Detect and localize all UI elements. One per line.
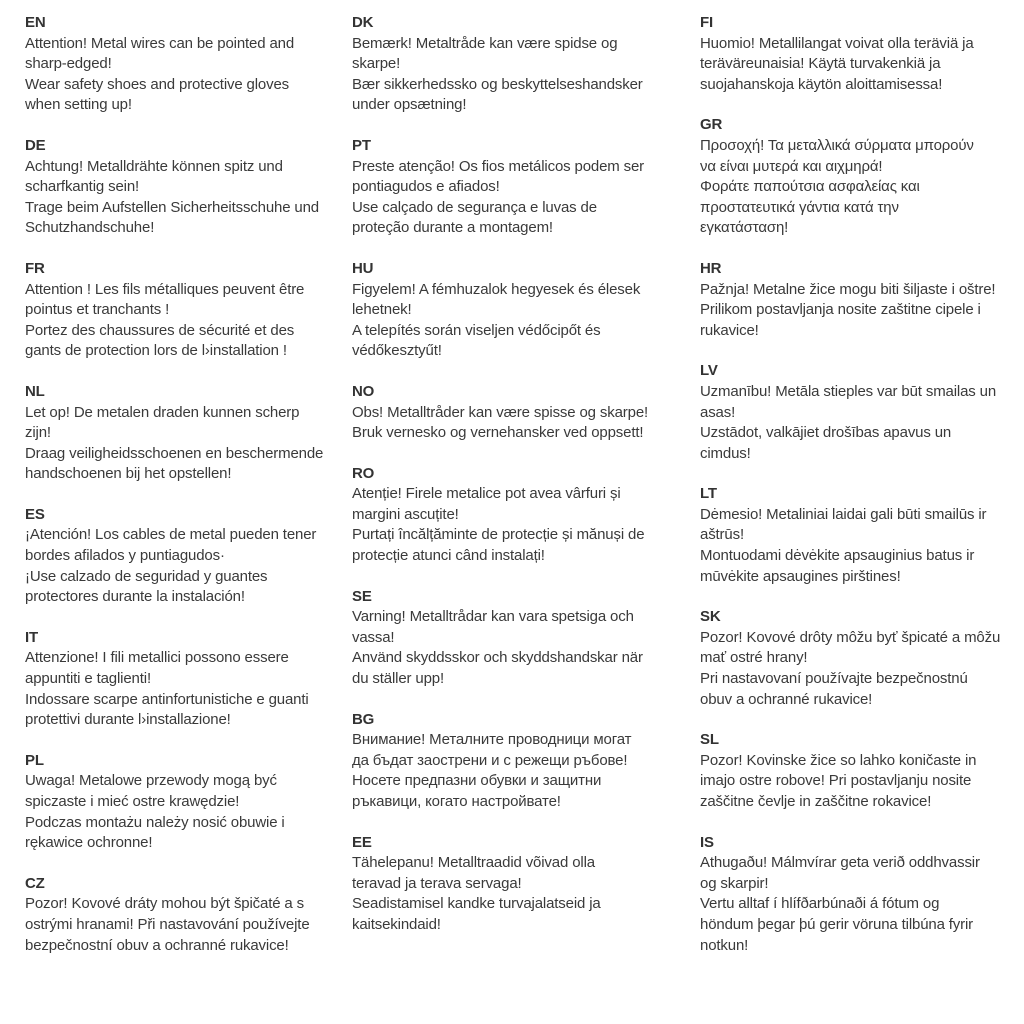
warning-text-line: handschoenen bij het opstellen! xyxy=(25,465,232,483)
warning-text-line: Pozor! Kovinske žice so lahko koničaste in xyxy=(700,751,977,769)
language-warning-section xyxy=(352,710,700,813)
warning-text-line: Bruk vernesko og vernehansker ved oppsett! xyxy=(352,424,644,442)
language-warning-section xyxy=(352,464,700,567)
language-warning-section xyxy=(25,628,352,731)
warning-text-line: zaščitne čevlje in zaščitne rokavice! xyxy=(700,793,932,810)
warning-text-line: notkun! xyxy=(700,936,749,954)
warning-text-line: ¡Atención! Los cables de metal pueden tener xyxy=(25,526,317,544)
warning-text-line: sharp-edged! xyxy=(25,55,112,73)
language-code-heading: EE xyxy=(352,833,372,851)
warning-text-line: og skarpir! xyxy=(700,874,769,892)
warning-text-line: Obs! Metalltråder kan være spisse og skarpe! xyxy=(352,403,649,421)
warning-text-line: Schutzhandschuhe! xyxy=(25,219,155,237)
warning-text-line: protectores durante la instalación! xyxy=(25,588,245,606)
warning-text-line: Draag veiligheidsschoenen en beschermende xyxy=(25,444,324,462)
language-warning-section xyxy=(25,382,352,485)
language-code-heading: DK xyxy=(352,14,374,31)
language-code-heading: CZ xyxy=(25,874,45,892)
language-code-heading: IS xyxy=(700,833,714,851)
warning-text-line: suojahanskoja käytön aloittamisessa! xyxy=(700,75,943,93)
warning-text-line: scharfkantig sein! xyxy=(25,178,140,196)
warning-text-line: ostrými hranami! Při nastavování používejte xyxy=(25,915,310,933)
warning-text-line: Atenție! Firele metalice pot avea vârfuri și xyxy=(352,485,621,503)
warning-text-line: höndum þegar þú gerir vöruna tilbúna fyrir xyxy=(700,915,974,933)
language-code-heading: FI xyxy=(700,14,714,31)
warning-text-line: προστατευτικά γάντια κατά την xyxy=(700,198,899,216)
warning-text-line: bordes afilados y puntiagudos· xyxy=(25,547,225,565)
warning-text-line: Pri nastavovaní používajte bezpečnostnú xyxy=(700,670,968,688)
warning-text-line: when setting up! xyxy=(25,96,132,114)
warning-text-line: Pozor! Kovové dráty mohou být špičaté a s xyxy=(25,895,304,913)
warning-text-line: spiczaste i mieć ostre krawędzie! xyxy=(25,793,240,810)
warning-text-line: rękawice ochronne! xyxy=(25,834,153,852)
language-warning-section xyxy=(25,505,352,608)
language-warning-section xyxy=(352,136,700,239)
warning-text-line: да бъдат заострени и с режещи ръбове! xyxy=(352,751,628,769)
warning-text-line: du ställer upp! xyxy=(352,670,444,688)
language-code-heading: RO xyxy=(352,464,375,482)
language-warning-section xyxy=(700,361,1021,464)
warning-text-line: Vertu alltaf í hlífðarbúnaði á fótum og xyxy=(700,895,940,913)
warning-text-line: Athugaðu! Málmvírar geta verið oddhvassir xyxy=(700,854,980,872)
warning-text-line: Uzmanību! Metāla stieples var būt smailas un xyxy=(700,382,997,400)
warning-text-line: skarpe! xyxy=(352,55,401,73)
language-warning-section xyxy=(25,874,352,956)
language-code-heading: LT xyxy=(700,485,717,503)
warning-text-line: aštrūs! xyxy=(700,526,744,544)
warning-text-line: Varning! Metalltrådar kan vara spetsiga och xyxy=(352,608,634,626)
warning-text-line: protettivi durante l›installazione! xyxy=(25,711,231,729)
language-warning-section xyxy=(25,136,352,239)
warning-text-line: under opsætning! xyxy=(352,96,467,114)
warning-text-line: rukavice! xyxy=(700,321,759,339)
warning-text-line: kaitsekindaid! xyxy=(352,915,441,933)
warning-text-line: Dėmesio! Metaliniai laidai gali būti smailūs ir xyxy=(700,505,987,523)
language-code-heading: SK xyxy=(700,608,721,626)
language-warning-section xyxy=(352,587,700,690)
language-warning-section xyxy=(352,382,700,444)
warning-text-line: ¡Use calzado de seguridad y guantes xyxy=(25,567,268,585)
warning-text-line: cimdus! xyxy=(700,444,751,462)
warning-text-line: Montuodami dėvėkite apsauginius batus ir xyxy=(700,547,975,565)
warning-text-line: ръкавици, когато настройвате! xyxy=(352,793,561,810)
language-code-heading: IT xyxy=(25,628,39,646)
warning-text-line: Figyelem! A fémhuzalok hegyesek és élesek xyxy=(352,280,641,298)
warning-text-line: Trage beim Aufstellen Sicherheitsschuhe und xyxy=(25,198,320,216)
warning-text-line: Φοράτε παπούτσια ασφαλείας και xyxy=(700,178,920,196)
language-warning-section xyxy=(25,751,352,854)
warning-text-line: Tähelepanu! Metalltraadid võivad olla xyxy=(352,854,595,872)
warning-text-line: lehetnek! xyxy=(352,301,412,319)
warning-text-line: gants de protection lors de l›installation ! xyxy=(25,342,287,360)
warning-text-line: appuntiti e taglienti! xyxy=(25,670,151,688)
warning-text-line: mať ostré hrany! xyxy=(700,649,808,667)
warning-column-left xyxy=(25,13,352,976)
warning-text-line: teravad ja terava servaga! xyxy=(352,874,522,892)
warning-text-line: Podczas montażu należy nosić obuwie i xyxy=(25,813,285,831)
language-warning-section xyxy=(700,259,1021,341)
language-code-heading: NO xyxy=(352,382,375,400)
warning-text-line: Indossare scarpe antinfortunistiche e guanti xyxy=(25,690,309,708)
warning-text-line: Attention! Metal wires can be pointed and xyxy=(25,34,295,52)
warning-text-line: Portez des chaussures de sécurité et des xyxy=(25,321,295,339)
warning-text-line: Uzstādot, valkājiet drošības apavus un xyxy=(700,424,952,442)
warning-text-line: teräväreunaisia! Käytä turvakenkiä ja xyxy=(700,55,941,73)
language-warning-section xyxy=(700,833,1021,957)
language-warning-section xyxy=(352,259,700,362)
warning-text-line: pointus et tranchants ! xyxy=(25,301,170,319)
warning-text-line: Attention ! Les fils métalliques peuvent être xyxy=(25,280,305,298)
warning-text-line: vassa! xyxy=(352,628,395,646)
language-warning-section xyxy=(700,484,1021,587)
warning-text-line: margini ascuțite! xyxy=(352,505,459,523)
warning-text-line: Внимание! Металните проводници могат xyxy=(352,731,632,749)
warning-text-line: Uwaga! Metalowe przewody mogą być xyxy=(25,772,277,790)
language-code-heading: NL xyxy=(25,382,45,400)
language-code-heading: PT xyxy=(352,136,371,154)
warning-text-line: bezpečnostní obuv a ochranné rukavice! xyxy=(25,936,289,954)
warning-text-line: Use calçado de segurança e luvas de xyxy=(352,198,597,216)
warning-text-line: Bemærk! Metaltråde kan være spidse og xyxy=(352,34,618,52)
language-warning-section xyxy=(700,730,1021,812)
warning-text-line: Носете предпазни обувки и защитни xyxy=(352,772,602,790)
warning-text-line: Bær sikkerhedssko og beskyttelseshandsker xyxy=(352,75,643,93)
warning-column-middle xyxy=(352,13,700,976)
warning-text-line: Achtung! Metalldrähte können spitz und xyxy=(25,157,283,175)
warning-text-line: Purtați încălțăminte de protecție și mănuși de xyxy=(352,526,645,544)
language-warning-section xyxy=(700,13,1021,95)
warning-text-line: Προσοχή! Τα μεταλλικά σύρματα μπορούν xyxy=(700,136,974,154)
warning-text-line: Let op! De metalen draden kunnen scherp xyxy=(25,403,300,421)
language-warning-section xyxy=(352,13,700,116)
warning-text-line: A telepítés során viseljen védőcipőt és xyxy=(352,321,601,339)
language-warning-section xyxy=(25,13,352,116)
warning-text-line: Seadistamisel kandke turvajalatseid ja xyxy=(352,895,601,913)
language-code-heading: HU xyxy=(352,259,374,277)
language-code-heading: EN xyxy=(25,14,46,31)
language-code-heading: SE xyxy=(352,587,372,605)
language-code-heading: HR xyxy=(700,259,722,277)
warning-column-right xyxy=(700,13,1021,976)
language-warning-section xyxy=(352,833,700,936)
warning-text-line: Pozor! Kovové drôty môžu byť špicaté a môžu xyxy=(700,628,1001,646)
warning-text-line: obuv a ochranné rukavice! xyxy=(700,690,873,708)
language-code-heading: FR xyxy=(25,259,45,277)
warning-text-line: pontiagudos e afiados! xyxy=(352,178,500,196)
language-warning-section xyxy=(700,115,1021,239)
warning-text-line: védőkesztyűt! xyxy=(352,342,442,360)
warning-text-line: imajo ostre robove! Pri postavljanju nosite xyxy=(700,772,972,790)
language-warning-section xyxy=(25,259,352,362)
warning-text-line: Pažnja! Metalne žice mogu biti šiljaste i oštre! xyxy=(700,280,996,298)
warning-text-line: Preste atenção! Os fios metálicos podem ser xyxy=(352,157,645,175)
warning-text-line: εγκατάσταση! xyxy=(700,219,789,237)
warning-text-line: protecție atunci când instalați! xyxy=(352,547,545,565)
language-code-heading: LV xyxy=(700,362,718,380)
language-code-heading: GR xyxy=(700,116,723,134)
language-code-heading: PL xyxy=(25,751,44,769)
language-code-heading: DE xyxy=(25,136,46,154)
language-warning-section xyxy=(700,607,1021,710)
warning-text-line: Wear safety shoes and protective gloves xyxy=(25,75,290,93)
warning-text-line: asas! xyxy=(700,403,736,421)
warning-text-line: Attenzione! I fili metallici possono essere xyxy=(25,649,289,667)
warning-text-line: Prilikom postavljanja nosite zaštitne cipele i xyxy=(700,301,981,319)
warning-text-line: να είναι μυτερά και αιχμηρά! xyxy=(700,157,883,175)
warning-text-line: Använd skyddsskor och skyddshandskar när xyxy=(352,649,643,667)
warning-text-line: Huomio! Metallilangat voivat olla teräviä ja xyxy=(700,34,974,52)
warning-text-line: proteção durante a montagem! xyxy=(352,219,553,237)
language-code-heading: SL xyxy=(700,731,719,749)
language-code-heading: BG xyxy=(352,710,375,728)
warning-text-line: zijn! xyxy=(25,424,51,442)
language-code-heading: ES xyxy=(25,505,45,523)
warning-text-line: mūvėkite apsaugines pirštines! xyxy=(700,567,901,585)
